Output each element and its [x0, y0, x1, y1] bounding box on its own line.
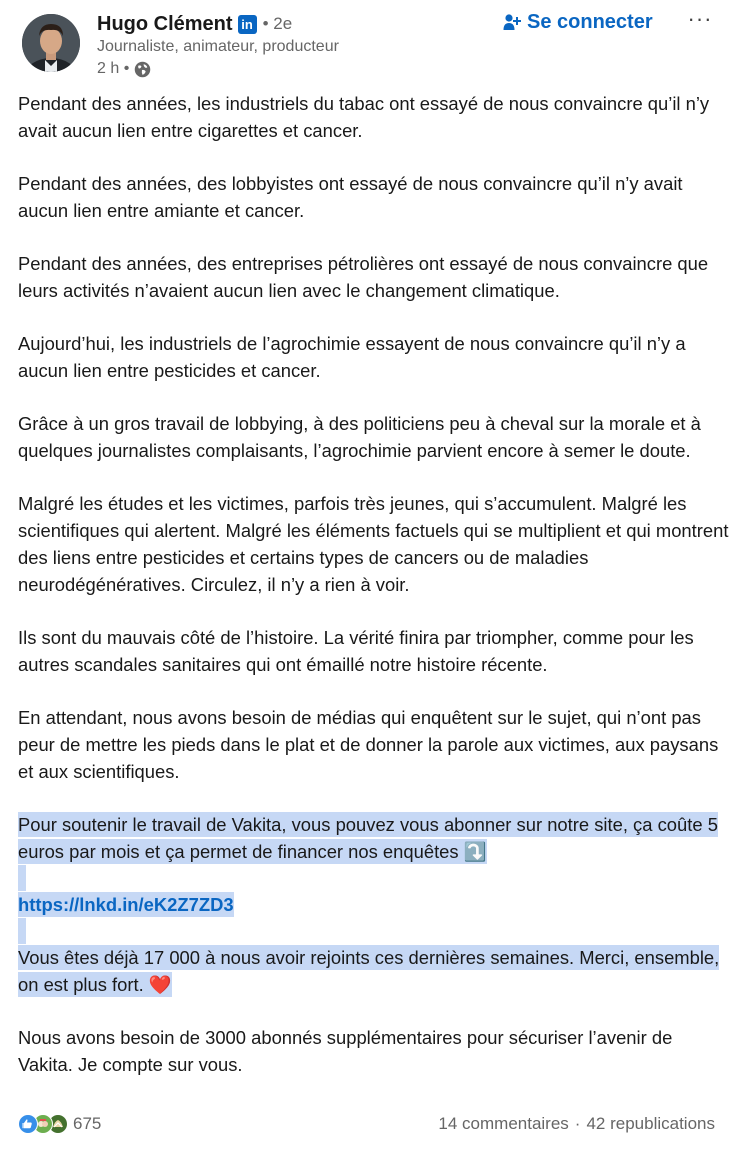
support-paragraph [18, 811, 730, 865]
stats-separator: · [574, 1114, 581, 1133]
selection-gap [18, 918, 730, 944]
author-name[interactable]: Hugo Clément [97, 12, 233, 35]
post-paragraph: En attendant, nous avons besoin de médias qui enquêtent sur le sujet, qui n’ont pas peur de mettre les pieds dans le plat et de donner la parole aux victimes, aux paysans et aux scientifiques. [18, 707, 719, 782]
comments-count[interactable]: 14 commentaires [438, 1114, 569, 1133]
link-paragraph [18, 891, 730, 918]
avatar-photo [22, 14, 80, 72]
post-paragraph: Grâce à un gros travail de lobbying, à des politiciens peu à cheval sur la morale et à quelques journalistes complaisants, l’agrochimie parvient encore à semer le doute. [18, 413, 701, 461]
engagement-stats [438, 1114, 715, 1134]
add-person-icon [503, 13, 521, 31]
social-counts-bar [18, 1112, 715, 1136]
author-name-row [97, 10, 292, 38]
selection-gap [18, 865, 730, 891]
linkedin-badge-icon: in [238, 15, 257, 34]
post-paragraph: Pendant des années, des entreprises pétrolières ont essayé de nous convaincre que leurs activités n’avaient aucun lien avec le changement climatique. [18, 253, 709, 301]
post-paragraph: Pendant des années, les industriels du tabac ont essayé de nous convaincre qu’il n’y avait aucun lien entre cigarettes et cancer. [18, 93, 710, 141]
more-options-button[interactable]: ··· [687, 6, 713, 31]
reactions-summary[interactable] [18, 1114, 101, 1134]
globe-icon [134, 61, 151, 78]
thanks-paragraph [18, 944, 730, 998]
author-avatar[interactable] [22, 14, 80, 72]
thanks-text: Vous êtes déjà 17 000 à nous avoir rejoints ces dernières semaines. Merci, ensemble, on est plus fort. [18, 947, 720, 995]
heart-emoji-icon: ❤️ [148, 974, 172, 995]
post-paragraph: Ils sont du mauvais côté de l’histoire. La vérité finira par triompher, comme pour les autres scandales sanitaires qui ont émaillé notre histoire récente. [18, 627, 694, 675]
like-reaction-icon [18, 1114, 38, 1134]
vakita-link[interactable]: https://lnkd.in/eK2Z7ZD3 [18, 894, 234, 915]
post-time: 2 h • [97, 60, 130, 77]
support-text: Pour soutenir le travail de Vakita, vous pouvez vous abonner sur notre site, ça coûte 5 euros par mois et ça permet de financer nos enquêtes [18, 814, 718, 862]
reposts-count[interactable]: 42 republications [586, 1114, 715, 1133]
post-paragraph: Pendant des années, des lobbyistes ont essayé de nous convaincre qu’il n’y avait aucun lien entre amiante et cancer. [18, 173, 683, 221]
author-headline: Journaliste, animateur, producteur [97, 38, 339, 55]
post-meta [97, 59, 151, 79]
post-paragraph: Nous avons besoin de 3000 abonnés supplémentaires pour sécuriser l’avenir de Vakita. Je compte sur vous. [18, 1027, 673, 1075]
reaction-count: 675 [73, 1114, 102, 1133]
connect-label: Se connecter [527, 10, 653, 33]
post-paragraph: Malgré les études et les victimes, parfois très jeunes, qui s’accumulent. Malgré les scientifiques qui alertent. Malgré les éléments factuels qui se multiplient et qui montrent des liens entre pesticides et certains types de cancers ou de maladies neurodégénératives. Circulez, il n’y a rien à voir. [18, 493, 729, 595]
connect-button[interactable] [503, 8, 653, 36]
arrow-down-emoji-icon: ⤵️ [463, 841, 487, 862]
post-paragraph: Aujourd’hui, les industriels de l’agrochimie essayent de nous convaincre qu’il n’y a aucun lien entre pesticides et cancer. [18, 333, 686, 381]
post-body [18, 90, 730, 1078]
connection-degree: • 2e [262, 14, 293, 33]
